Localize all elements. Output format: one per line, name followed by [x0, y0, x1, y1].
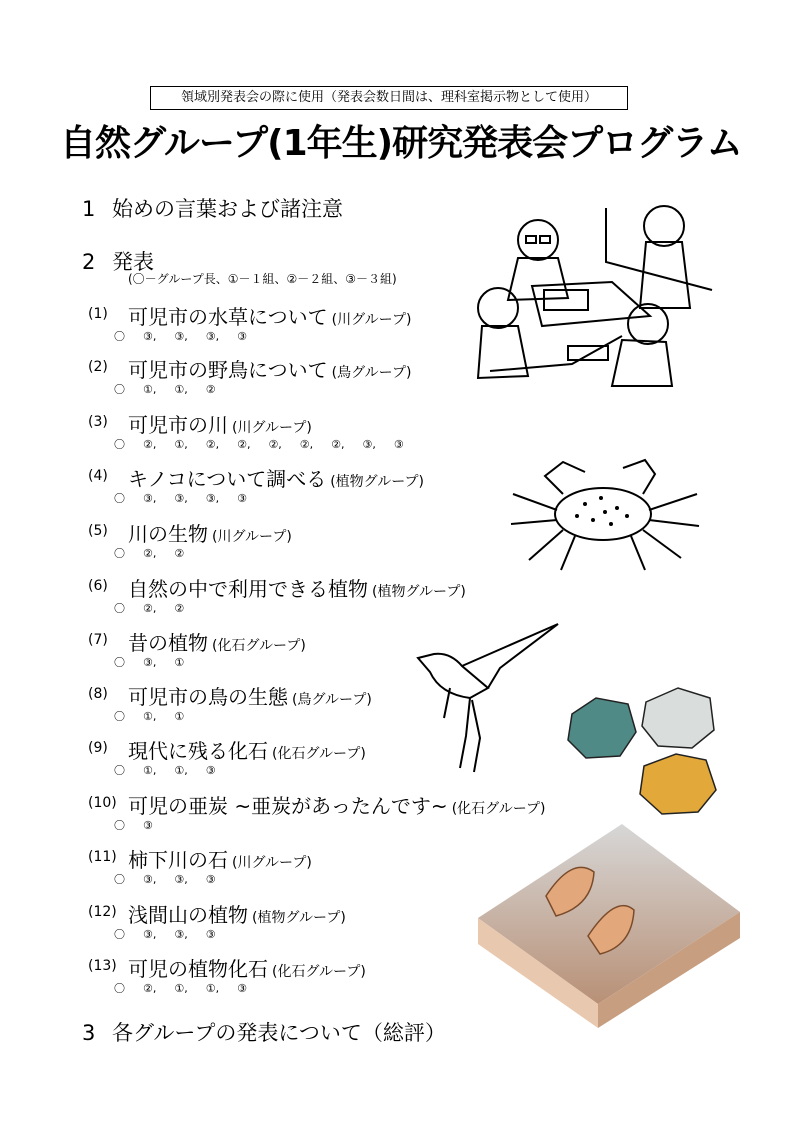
member-mark: ③, [174, 928, 188, 941]
item-title: 柿下川の石 [128, 848, 228, 872]
member-marks [114, 710, 202, 724]
item-group: (植物グループ) [252, 910, 346, 926]
member-marks [114, 873, 234, 887]
item-title: 浅間山の植物 [128, 903, 248, 927]
item-group: (植物グループ) [330, 474, 425, 490]
item-number: (3) [88, 414, 108, 430]
member-mark: ③, [174, 492, 188, 505]
member-mark: 〇 [114, 819, 125, 832]
member-mark: ② [174, 547, 185, 560]
member-mark: ② [205, 383, 216, 396]
member-marks [114, 602, 202, 616]
member-mark: ③, [362, 438, 376, 451]
classroom-illustration [472, 196, 718, 392]
section-number: 3 [82, 1021, 96, 1045]
fossil-block-illustration [476, 822, 742, 1030]
member-marks [114, 982, 265, 996]
member-mark: 〇 [114, 492, 125, 505]
member-mark: ③ [393, 438, 404, 451]
member-mark: ③ [205, 928, 216, 941]
member-mark: ②, [237, 438, 251, 451]
section-label: 各グループの発表について（総評） [112, 1021, 446, 1045]
page-title: 自然グループ(1年生)研究発表会プログラム [60, 123, 742, 164]
member-mark: 〇 [114, 656, 125, 669]
item-title: 可児市の野鳥について [128, 358, 328, 382]
member-mark: ②, [143, 602, 157, 615]
item-heading [128, 576, 466, 605]
member-mark: ②, [268, 438, 282, 451]
member-mark: ① [174, 710, 185, 723]
member-mark: ②, [299, 438, 314, 451]
item-group: (川グループ) [232, 855, 312, 871]
member-marks [114, 764, 234, 778]
item-title: 現代に残る化石 [128, 739, 268, 763]
member-mark: ③, [143, 492, 157, 505]
item-number: (6) [88, 578, 108, 594]
member-mark: ②, [143, 438, 157, 451]
member-mark: ①, [143, 710, 157, 723]
item-group: (植物グループ) [372, 584, 466, 600]
member-mark: 〇 [114, 438, 125, 451]
item-title: 可児市の川 [128, 413, 228, 437]
member-mark: 〇 [114, 873, 125, 886]
member-mark: 〇 [114, 602, 125, 615]
item-number: (5) [88, 523, 108, 539]
item-number: (12) [88, 904, 117, 920]
member-mark: ①, [205, 982, 220, 995]
item-group: (鳥グループ) [292, 692, 372, 708]
member-mark: ①, [143, 383, 157, 396]
member-mark: ②, [143, 982, 157, 995]
crab-illustration [505, 454, 705, 574]
member-marks [114, 492, 265, 506]
member-mark: ③, [143, 330, 157, 343]
item-number: (10) [88, 795, 117, 811]
section-label: 発表 [112, 250, 154, 274]
item-group: (化石グループ) [272, 746, 366, 762]
item-number: (7) [88, 632, 108, 648]
item-title: 川の生物 [128, 522, 208, 546]
item-group: (川グループ) [331, 312, 412, 328]
item-number: (1) [88, 306, 108, 322]
section-label: 始めの言葉および諸注意 [112, 197, 343, 221]
item-heading [128, 902, 346, 931]
member-mark: ③, [143, 928, 157, 941]
member-marks [114, 928, 234, 942]
item-title: 昔の植物 [128, 631, 208, 655]
item-group: (化石グループ) [272, 964, 366, 980]
member-mark: ③, [143, 873, 157, 886]
item-heading [128, 630, 306, 659]
member-mark: ①, [174, 764, 188, 777]
item-title: 可児市の鳥の生態 [128, 685, 288, 709]
member-mark: ③ [205, 764, 216, 777]
usage-notice: 領域別発表会の際に使用（発表会数日間は、理科室掲示物として使用） [150, 86, 628, 110]
member-marks [114, 330, 265, 344]
item-title: 可児市の水草について [128, 305, 328, 329]
member-mark: ①, [174, 982, 188, 995]
member-mark: ②, [205, 438, 220, 451]
item-heading [128, 521, 292, 550]
member-mark: ③, [143, 656, 157, 669]
member-mark: ②, [331, 438, 345, 451]
item-group: (川グループ) [212, 529, 292, 545]
member-mark: ③ [143, 819, 153, 832]
item-number: (13) [88, 958, 117, 974]
item-heading [128, 357, 411, 386]
item-number: (9) [88, 740, 108, 756]
member-mark: ③, [205, 330, 220, 343]
section-number: 1 [82, 197, 96, 221]
member-mark: 〇 [114, 330, 125, 343]
item-heading [128, 684, 372, 713]
item-heading [128, 847, 312, 876]
section-1 [82, 194, 343, 224]
item-title: 可児の亜炭 ~亜炭があったんです~ [128, 794, 448, 818]
member-mark: ③ [237, 492, 247, 505]
member-mark: ②, [143, 547, 157, 560]
member-mark: ③, [174, 330, 188, 343]
member-mark: 〇 [114, 547, 125, 560]
item-number: (11) [88, 849, 117, 865]
member-mark: 〇 [114, 764, 125, 777]
member-mark: ① [174, 656, 185, 669]
item-group: (鳥グループ) [331, 365, 412, 381]
rocks-illustration [566, 686, 732, 816]
member-mark: 〇 [114, 383, 125, 396]
member-mark: ③, [205, 492, 220, 505]
item-number: (4) [88, 468, 108, 484]
section-3 [82, 1018, 446, 1048]
member-marks [114, 383, 234, 397]
item-heading [128, 304, 411, 333]
item-group: (化石グループ) [212, 638, 306, 654]
member-mark: ③, [174, 873, 188, 886]
item-title: 可児の植物化石 [128, 957, 268, 981]
item-heading [128, 412, 312, 441]
member-mark: 〇 [114, 710, 125, 723]
item-heading [128, 956, 366, 985]
member-mark: ①, [174, 383, 188, 396]
member-marks [114, 656, 202, 670]
item-number: (8) [88, 686, 108, 702]
member-mark: ①, [143, 764, 157, 777]
member-marks [114, 547, 202, 561]
item-title: キノコについて調べる [128, 467, 327, 491]
item-heading [128, 793, 546, 822]
item-group: (化石グループ) [451, 801, 546, 817]
item-group: (川グループ) [232, 420, 312, 436]
class-legend: (〇－グループ長、①－１組、②－２組、③－３組) [128, 272, 397, 286]
item-title: 自然の中で利用できる植物 [128, 577, 368, 601]
member-mark: ①, [174, 438, 188, 451]
member-mark: 〇 [114, 982, 125, 995]
item-heading [128, 466, 424, 495]
member-marks [114, 438, 422, 452]
member-marks [114, 819, 171, 833]
member-mark: 〇 [114, 928, 125, 941]
item-number: (2) [88, 359, 108, 375]
bird-illustration [410, 618, 562, 776]
item-heading [128, 738, 366, 767]
member-mark: ② [174, 602, 185, 615]
section-number: 2 [82, 250, 96, 274]
member-mark: ③ [237, 982, 247, 995]
member-mark: ③ [205, 873, 216, 886]
member-mark: ③ [237, 330, 247, 343]
